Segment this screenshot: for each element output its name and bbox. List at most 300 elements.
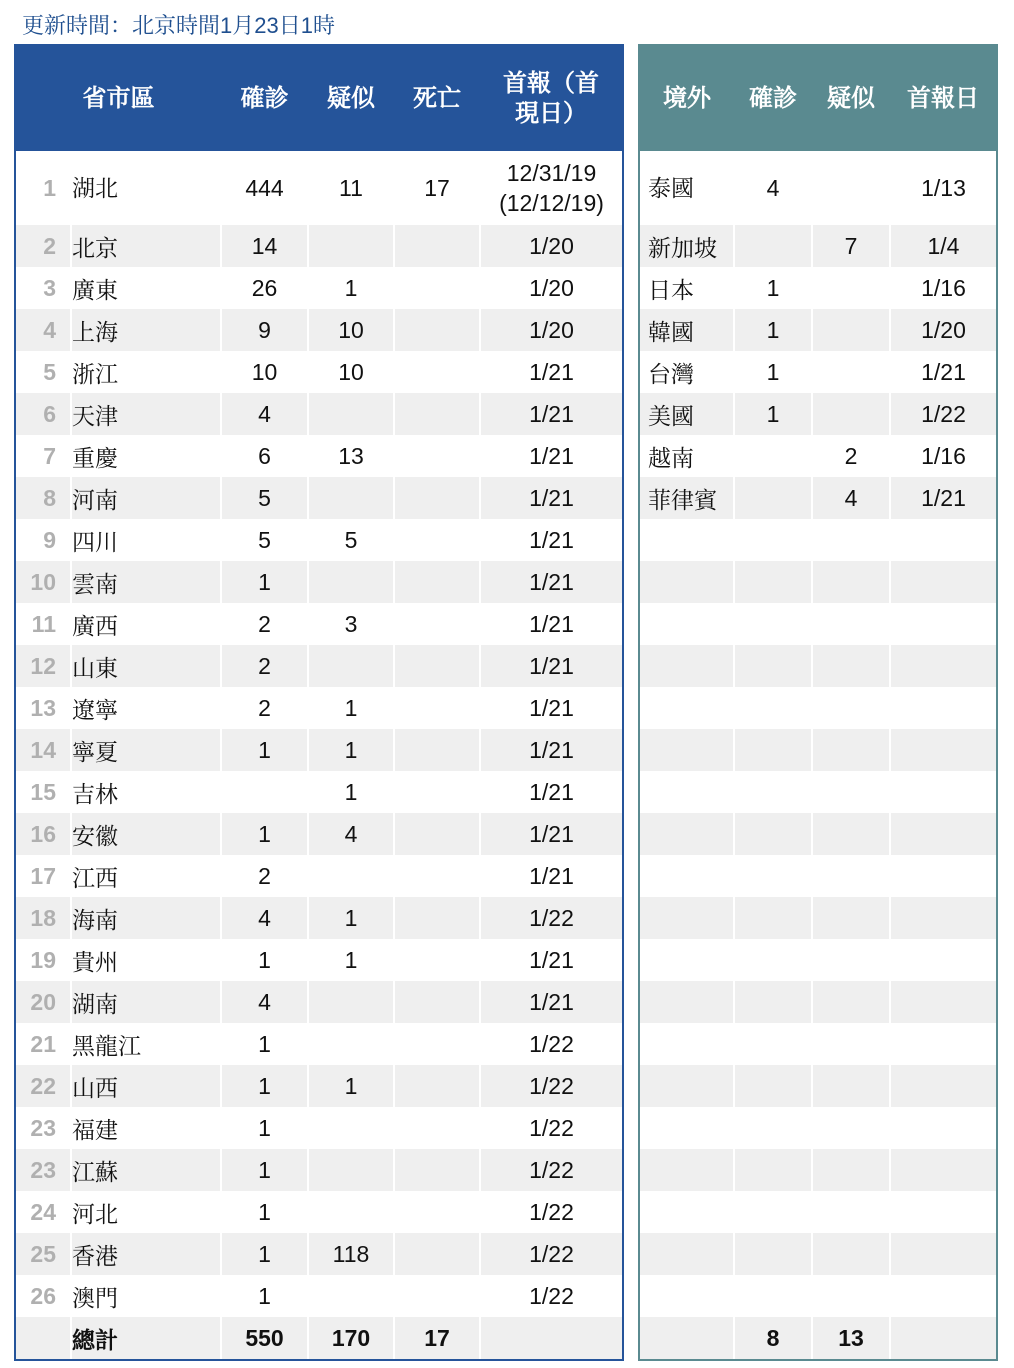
table-row bbox=[16, 351, 622, 393]
country-name: 新加坡 bbox=[640, 225, 734, 267]
suspected-count bbox=[812, 309, 890, 351]
death-count bbox=[394, 519, 480, 561]
empty-cell bbox=[640, 1065, 734, 1107]
suspected-count: 1 bbox=[308, 1065, 394, 1107]
table-row bbox=[640, 687, 996, 729]
empty-cell bbox=[734, 1107, 812, 1149]
empty-cell bbox=[812, 1107, 890, 1149]
row-index: 14 bbox=[16, 729, 71, 771]
table-row bbox=[640, 981, 996, 1023]
confirmed-count: 2 bbox=[221, 645, 308, 687]
first-report-date-value: 1/21 bbox=[529, 946, 574, 973]
table-row bbox=[16, 603, 622, 645]
empty-cell bbox=[640, 645, 734, 687]
region-name: 遼寧 bbox=[71, 687, 221, 729]
suspected-count: 1 bbox=[308, 687, 394, 729]
row-index: 9 bbox=[16, 519, 71, 561]
suspected-count: 118 bbox=[308, 1233, 394, 1275]
empty-cell bbox=[640, 1233, 734, 1275]
confirmed-count: 5 bbox=[221, 477, 308, 519]
empty-cell bbox=[812, 1149, 890, 1191]
first-report-date-value: 1/21 bbox=[529, 358, 574, 385]
confirmed-count: 5 bbox=[221, 519, 308, 561]
empty-cell bbox=[734, 603, 812, 645]
first-report-date-value: 1/21 bbox=[529, 610, 574, 637]
empty-cell bbox=[812, 1233, 890, 1275]
first-report-date-value: 1/20 bbox=[529, 232, 574, 259]
region-name: 湖南 bbox=[71, 981, 221, 1023]
suspected-count: 2 bbox=[812, 435, 890, 477]
table-row bbox=[16, 645, 622, 687]
first-report-date bbox=[480, 729, 622, 771]
death-count bbox=[394, 435, 480, 477]
first-report-date-value: 1/21 bbox=[529, 694, 574, 721]
first-report-date bbox=[480, 813, 622, 855]
table-row bbox=[640, 1023, 996, 1065]
first-report-column-header bbox=[480, 46, 622, 151]
empty-cell bbox=[812, 729, 890, 771]
death-count bbox=[394, 1233, 480, 1275]
empty-cell bbox=[812, 1191, 890, 1233]
empty-cell bbox=[890, 939, 996, 981]
empty-cell bbox=[890, 1275, 996, 1317]
suspected-count bbox=[308, 225, 394, 267]
row-index: 13 bbox=[16, 687, 71, 729]
confirmed-count: 1 bbox=[221, 1275, 308, 1317]
table-row bbox=[16, 309, 622, 351]
china-table-body bbox=[16, 151, 622, 1359]
confirmed-column-header: 確診 bbox=[221, 46, 308, 151]
empty-cell bbox=[640, 1149, 734, 1191]
suspected-count: 1 bbox=[308, 729, 394, 771]
region-name: 湖北 bbox=[71, 151, 221, 225]
table-row bbox=[640, 771, 996, 813]
table-row bbox=[640, 1065, 996, 1107]
total-first-empty bbox=[480, 1317, 622, 1359]
confirmed-count: 2 bbox=[221, 687, 308, 729]
suspected-count: 7 bbox=[812, 225, 890, 267]
total-row bbox=[16, 1317, 622, 1359]
first-report-date-value: 1/21 bbox=[529, 484, 574, 511]
first-report-date-value: 1/21 bbox=[529, 526, 574, 553]
first-report-date-value: 1/21 bbox=[529, 862, 574, 889]
first-report-date: 1/21 bbox=[890, 351, 996, 393]
row-index: 23 bbox=[16, 1107, 71, 1149]
row-index: 24 bbox=[16, 1191, 71, 1233]
suspected-count: 1 bbox=[308, 897, 394, 939]
first-report-date bbox=[480, 1149, 622, 1191]
empty-cell bbox=[640, 519, 734, 561]
death-count bbox=[394, 1275, 480, 1317]
empty-cell bbox=[640, 687, 734, 729]
suspected-count bbox=[308, 477, 394, 519]
row-index: 23 bbox=[16, 1149, 71, 1191]
death-count bbox=[394, 393, 480, 435]
confirmed-count: 1 bbox=[221, 813, 308, 855]
row-index: 7 bbox=[16, 435, 71, 477]
region-name: 山西 bbox=[71, 1065, 221, 1107]
empty-cell bbox=[890, 519, 996, 561]
china-header-row bbox=[16, 46, 622, 151]
suspected-count: 10 bbox=[308, 351, 394, 393]
overseas-header-row bbox=[640, 46, 996, 151]
death-count bbox=[394, 225, 480, 267]
region-name: 江西 bbox=[71, 855, 221, 897]
first-report-date-value: 1/21 bbox=[529, 652, 574, 679]
death-count bbox=[394, 1149, 480, 1191]
overseas-first-report-column-header: 首報日 bbox=[890, 46, 996, 151]
suspected-count bbox=[308, 645, 394, 687]
row-index: 19 bbox=[16, 939, 71, 981]
region-name: 福建 bbox=[71, 1107, 221, 1149]
empty-cell bbox=[890, 1149, 996, 1191]
overseas-cases-table bbox=[638, 44, 998, 1361]
row-index: 12 bbox=[16, 645, 71, 687]
confirmed-count: 1 bbox=[221, 1065, 308, 1107]
first-report-date: 1/20 bbox=[890, 309, 996, 351]
empty-cell bbox=[734, 897, 812, 939]
empty-cell bbox=[890, 645, 996, 687]
table-row bbox=[640, 897, 996, 939]
first-report-date bbox=[480, 1275, 622, 1317]
total-suspected: 170 bbox=[308, 1317, 394, 1359]
first-report-date-value: 1/21 bbox=[529, 778, 574, 805]
region-name: 北京 bbox=[71, 225, 221, 267]
first-report-header-line1: 首報（首 bbox=[503, 69, 599, 97]
death-count bbox=[394, 729, 480, 771]
empty-cell bbox=[734, 687, 812, 729]
table-row bbox=[640, 1191, 996, 1233]
first-report-date bbox=[480, 561, 622, 603]
first-report-date-value: 1/22 bbox=[529, 1282, 574, 1309]
region-name: 廣西 bbox=[71, 603, 221, 645]
deaths-column-header: 死亡 bbox=[394, 46, 480, 151]
suspected-count bbox=[812, 151, 890, 225]
empty-cell bbox=[812, 1023, 890, 1065]
suspected-count: 4 bbox=[308, 813, 394, 855]
empty-cell bbox=[640, 1107, 734, 1149]
confirmed-count bbox=[734, 477, 812, 519]
row-index: 22 bbox=[16, 1065, 71, 1107]
table-row bbox=[16, 477, 622, 519]
confirmed-count: 4 bbox=[734, 151, 812, 225]
region-name: 河北 bbox=[71, 1191, 221, 1233]
confirmed-count: 1 bbox=[221, 1233, 308, 1275]
table-row bbox=[640, 561, 996, 603]
row-index: 17 bbox=[16, 855, 71, 897]
empty-cell bbox=[890, 1065, 996, 1107]
suspected-count bbox=[308, 561, 394, 603]
region-name: 吉林 bbox=[71, 771, 221, 813]
first-report-date bbox=[480, 351, 622, 393]
row-index: 21 bbox=[16, 1023, 71, 1065]
first-report-date bbox=[480, 477, 622, 519]
region-name: 江蘇 bbox=[71, 1149, 221, 1191]
table-row bbox=[16, 1023, 622, 1065]
region-name: 寧夏 bbox=[71, 729, 221, 771]
confirmed-count: 2 bbox=[221, 603, 308, 645]
table-row bbox=[640, 519, 996, 561]
row-index: 5 bbox=[16, 351, 71, 393]
confirmed-count: 2 bbox=[221, 855, 308, 897]
empty-cell bbox=[734, 1275, 812, 1317]
confirmed-count: 1 bbox=[734, 393, 812, 435]
first-report-date: 1/22 bbox=[890, 393, 996, 435]
table-row bbox=[640, 813, 996, 855]
table-row bbox=[640, 351, 996, 393]
row-index: 15 bbox=[16, 771, 71, 813]
empty-cell bbox=[640, 897, 734, 939]
suspected-count: 3 bbox=[308, 603, 394, 645]
empty-cell bbox=[890, 1191, 996, 1233]
table-row bbox=[16, 1107, 622, 1149]
table-row bbox=[16, 267, 622, 309]
first-report-date bbox=[480, 225, 622, 267]
first-report-date bbox=[480, 1233, 622, 1275]
first-report-header-line2: 現日） bbox=[515, 99, 587, 127]
table-row bbox=[640, 225, 996, 267]
first-report-date-value: 1/21 bbox=[529, 820, 574, 847]
suspected-count: 1 bbox=[308, 771, 394, 813]
suspected-count bbox=[308, 855, 394, 897]
region-name: 山東 bbox=[71, 645, 221, 687]
empty-cell bbox=[890, 855, 996, 897]
empty-cell bbox=[734, 855, 812, 897]
region-name: 貴州 bbox=[71, 939, 221, 981]
death-count bbox=[394, 1065, 480, 1107]
empty-cell bbox=[890, 561, 996, 603]
first-report-date bbox=[480, 519, 622, 561]
first-report-date bbox=[480, 687, 622, 729]
empty-cell bbox=[640, 1275, 734, 1317]
table-row bbox=[16, 1065, 622, 1107]
table-row bbox=[16, 729, 622, 771]
empty-cell bbox=[812, 813, 890, 855]
confirmed-count bbox=[734, 435, 812, 477]
table-row bbox=[16, 1149, 622, 1191]
first-report-date-value: 1/21 bbox=[529, 400, 574, 427]
country-name: 美國 bbox=[640, 393, 734, 435]
row-index: 16 bbox=[16, 813, 71, 855]
table-row bbox=[16, 981, 622, 1023]
confirmed-count bbox=[221, 771, 308, 813]
empty-cell bbox=[890, 729, 996, 771]
suspected-count bbox=[308, 1107, 394, 1149]
first-report-date-value: 1/22 bbox=[529, 1156, 574, 1183]
empty-cell bbox=[812, 855, 890, 897]
death-count bbox=[394, 561, 480, 603]
confirmed-count bbox=[734, 225, 812, 267]
first-report-date bbox=[480, 645, 622, 687]
region-name: 海南 bbox=[71, 897, 221, 939]
row-index: 3 bbox=[16, 267, 71, 309]
empty-cell bbox=[734, 1065, 812, 1107]
table-row bbox=[16, 813, 622, 855]
table-row bbox=[16, 393, 622, 435]
empty-cell bbox=[640, 981, 734, 1023]
table-row bbox=[640, 267, 996, 309]
death-count bbox=[394, 1107, 480, 1149]
suspected-count bbox=[308, 1275, 394, 1317]
first-report-date bbox=[480, 855, 622, 897]
empty-cell bbox=[812, 897, 890, 939]
table-row bbox=[640, 939, 996, 981]
country-name: 越南 bbox=[640, 435, 734, 477]
first-report-date bbox=[480, 1023, 622, 1065]
first-report-date: 1/13 bbox=[890, 151, 996, 225]
suspected-count bbox=[308, 1191, 394, 1233]
row-index: 18 bbox=[16, 897, 71, 939]
confirmed-count: 4 bbox=[221, 393, 308, 435]
first-report-date-value: 1/22 bbox=[529, 1072, 574, 1099]
table-row bbox=[16, 1191, 622, 1233]
table-row bbox=[16, 1275, 622, 1317]
row-index: 4 bbox=[16, 309, 71, 351]
suspected-count: 11 bbox=[308, 151, 394, 225]
confirmed-count: 444 bbox=[221, 151, 308, 225]
table-row bbox=[640, 1149, 996, 1191]
empty-cell bbox=[734, 1233, 812, 1275]
table-row bbox=[640, 645, 996, 687]
death-count bbox=[394, 309, 480, 351]
first-report-date: 1/16 bbox=[890, 267, 996, 309]
table-row bbox=[640, 855, 996, 897]
table-row bbox=[16, 939, 622, 981]
empty-cell bbox=[640, 771, 734, 813]
region-name: 黑龍江 bbox=[71, 1023, 221, 1065]
table-row bbox=[16, 687, 622, 729]
death-count bbox=[394, 645, 480, 687]
row-index: 20 bbox=[16, 981, 71, 1023]
death-count bbox=[394, 477, 480, 519]
first-report-date: 1/16 bbox=[890, 435, 996, 477]
empty-cell bbox=[890, 1233, 996, 1275]
first-report-date bbox=[480, 771, 622, 813]
empty-cell bbox=[734, 519, 812, 561]
suspected-count bbox=[812, 267, 890, 309]
table-row bbox=[16, 519, 622, 561]
death-count bbox=[394, 603, 480, 645]
death-count bbox=[394, 351, 480, 393]
first-report-date-value: 1/22 bbox=[529, 1198, 574, 1225]
first-report-date bbox=[480, 309, 622, 351]
confirmed-count: 1 bbox=[221, 1023, 308, 1065]
confirmed-count: 1 bbox=[734, 351, 812, 393]
first-report-date-value: 1/22 bbox=[529, 1240, 574, 1267]
country-name: 韓國 bbox=[640, 309, 734, 351]
country-name: 菲律賓 bbox=[640, 477, 734, 519]
table-row bbox=[640, 1107, 996, 1149]
death-count bbox=[394, 981, 480, 1023]
empty-cell bbox=[734, 561, 812, 603]
first-report-date bbox=[480, 393, 622, 435]
overseas-suspected-column-header: 疑似 bbox=[812, 46, 890, 151]
confirmed-count: 1 bbox=[734, 309, 812, 351]
row-index-empty bbox=[16, 1317, 71, 1359]
empty-cell bbox=[812, 771, 890, 813]
total-label-empty bbox=[640, 1317, 734, 1359]
empty-cell bbox=[812, 519, 890, 561]
total-suspected: 13 bbox=[812, 1317, 890, 1359]
death-count bbox=[394, 813, 480, 855]
total-confirmed: 8 bbox=[734, 1317, 812, 1359]
total-confirmed: 550 bbox=[221, 1317, 308, 1359]
confirmed-count: 1 bbox=[221, 1107, 308, 1149]
confirmed-count: 1 bbox=[221, 1191, 308, 1233]
region-name: 天津 bbox=[71, 393, 221, 435]
empty-cell bbox=[734, 729, 812, 771]
suspected-count bbox=[308, 981, 394, 1023]
first-report-date-value: 1/22 bbox=[529, 1114, 574, 1141]
row-index: 1 bbox=[16, 151, 71, 225]
row-index: 26 bbox=[16, 1275, 71, 1317]
suspected-count: 1 bbox=[308, 267, 394, 309]
confirmed-count: 1 bbox=[734, 267, 812, 309]
confirmed-count: 1 bbox=[221, 561, 308, 603]
overseas-table-body bbox=[640, 151, 996, 1359]
empty-cell bbox=[812, 1275, 890, 1317]
table-row bbox=[640, 151, 996, 225]
death-count bbox=[394, 267, 480, 309]
death-count bbox=[394, 855, 480, 897]
region-name: 雲南 bbox=[71, 561, 221, 603]
table-row bbox=[16, 771, 622, 813]
suspected-count: 4 bbox=[812, 477, 890, 519]
first-report-date bbox=[480, 1065, 622, 1107]
empty-cell bbox=[812, 1065, 890, 1107]
death-count: 17 bbox=[394, 151, 480, 225]
first-report-date bbox=[480, 1107, 622, 1149]
death-count bbox=[394, 1191, 480, 1233]
region-name: 香港 bbox=[71, 1233, 221, 1275]
confirmed-count: 4 bbox=[221, 897, 308, 939]
table-row bbox=[640, 477, 996, 519]
death-count bbox=[394, 687, 480, 729]
table-row bbox=[640, 309, 996, 351]
confirmed-count: 1 bbox=[221, 1149, 308, 1191]
first-report-date bbox=[480, 603, 622, 645]
first-report-date-value: 1/20 bbox=[529, 274, 574, 301]
table-row bbox=[640, 393, 996, 435]
row-index: 6 bbox=[16, 393, 71, 435]
update-time: 更新時間：北京時間1月23日1時 bbox=[22, 13, 335, 38]
first-report-date bbox=[480, 267, 622, 309]
empty-cell bbox=[890, 771, 996, 813]
empty-cell bbox=[890, 603, 996, 645]
first-report-date: 1/4 bbox=[890, 225, 996, 267]
total-deaths: 17 bbox=[394, 1317, 480, 1359]
first-onset-date-value: (12/12/19) bbox=[499, 190, 604, 216]
confirmed-count: 26 bbox=[221, 267, 308, 309]
suspected-count bbox=[308, 393, 394, 435]
region-name: 澳門 bbox=[71, 1275, 221, 1317]
empty-cell bbox=[734, 645, 812, 687]
china-cases-table bbox=[14, 44, 624, 1361]
empty-cell bbox=[640, 855, 734, 897]
suspected-column-header: 疑似 bbox=[308, 46, 394, 151]
first-report-date bbox=[480, 897, 622, 939]
suspected-count bbox=[812, 351, 890, 393]
row-index: 8 bbox=[16, 477, 71, 519]
confirmed-count: 1 bbox=[221, 729, 308, 771]
total-label: 總計 bbox=[71, 1317, 221, 1359]
overseas-confirmed-column-header: 確診 bbox=[734, 46, 812, 151]
country-name: 日本 bbox=[640, 267, 734, 309]
empty-cell bbox=[734, 981, 812, 1023]
table-row bbox=[16, 897, 622, 939]
table-row bbox=[640, 603, 996, 645]
empty-cell bbox=[734, 939, 812, 981]
